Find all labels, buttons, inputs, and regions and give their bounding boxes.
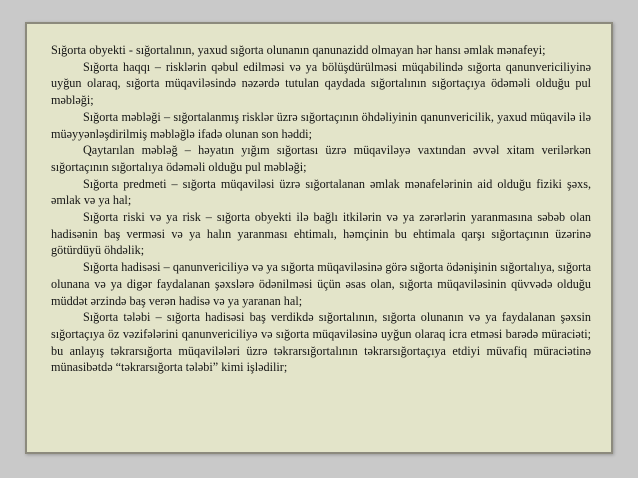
paragraph-insurance-premium: Sığorta haqqı – risklərin qəbul edilməsi və ya bölüşdürülməsi müqabilində sığorta qanunvericiliyinə uyğun olaraq, sığorta müqaviləsində nəzərdə tutulan qaydada sığortalının sığortaçıya ödəməli olduğu pul məbləği; (51, 59, 591, 108)
text-panel (25, 22, 613, 454)
paragraph-refundable-amount: Qaytarılan məbləğ – həyatın yığım sığortası üzrə müqaviləyə vaxtından əvvəl xitam verilərkən sığortaçının sığortalıya ödəməli olduğu pul məbləği; (51, 143, 591, 174)
paragraph-insurance-amount: Sığorta məbləği – sığortalanmış risklər üzrə sığortaçının öhdəliyinin qanunvericilik, yaxud müqavilə ilə müəyyənləşdirilmiş məbləğlə ifadə olunan son həddi; (51, 109, 591, 141)
paragraph-insurance-claim: Sığorta tələbi – sığorta hadisəsi baş verdikdə sığortalının, sığorta olunanın və ya faydalanan şəxsin sığortaçıya öz vəzifələrini qanunvericiliyə və sığorta müqaviləsinə uyğun olaraq icra etməsi barədə müraciəti; bu anlayış təkrarsığorta müqavilələri üzrə təkrarsığortalının təkrarsığortaçıya etdiyi müvafiq müraciətinə münasibətdə “təkrarsığorta tələbi” kimi işlədilir; (51, 310, 591, 375)
paragraph-insured-event: Sığorta hadisəsi – qanunvericiliyə və ya sığorta müqaviləsinə görə sığorta ödənişinin sığortalıya, sığorta olunana və ya digər faydalanan şəxslərə ödənilməsi üçün əsas olan, sığorta müqaviləsinin qüvvədə olduğu müddət ərzində baş verən hadisə və ya yaranan hal; (51, 260, 591, 308)
definitions-text (51, 42, 591, 376)
paragraph-insurance-subject: Sığorta predmeti – sığorta müqaviləsi üzrə sığortalanan əmlak mənafelərinin aid olduğu fiziki şəxs, əmlak və ya hal; (51, 176, 591, 208)
paragraph-insurance-risk: Sığorta riski və ya risk – sığorta obyekti ilə bağlı itkilərin və ya zərərlərin yaranmasına səbəb olan hadisənin baş verməsi və ya halın yaranması ehtimalı, həmçinin bu ehtimala qarşı sığortaçının üzərinə götürdüyü öhdəlik; (51, 210, 591, 258)
paragraph-insurance-object: Sığorta obyekti - sığortalının, yaxud sığorta olunanın qanunazidd olmayan hər hansı əmlak mənafeyi; (51, 43, 546, 57)
